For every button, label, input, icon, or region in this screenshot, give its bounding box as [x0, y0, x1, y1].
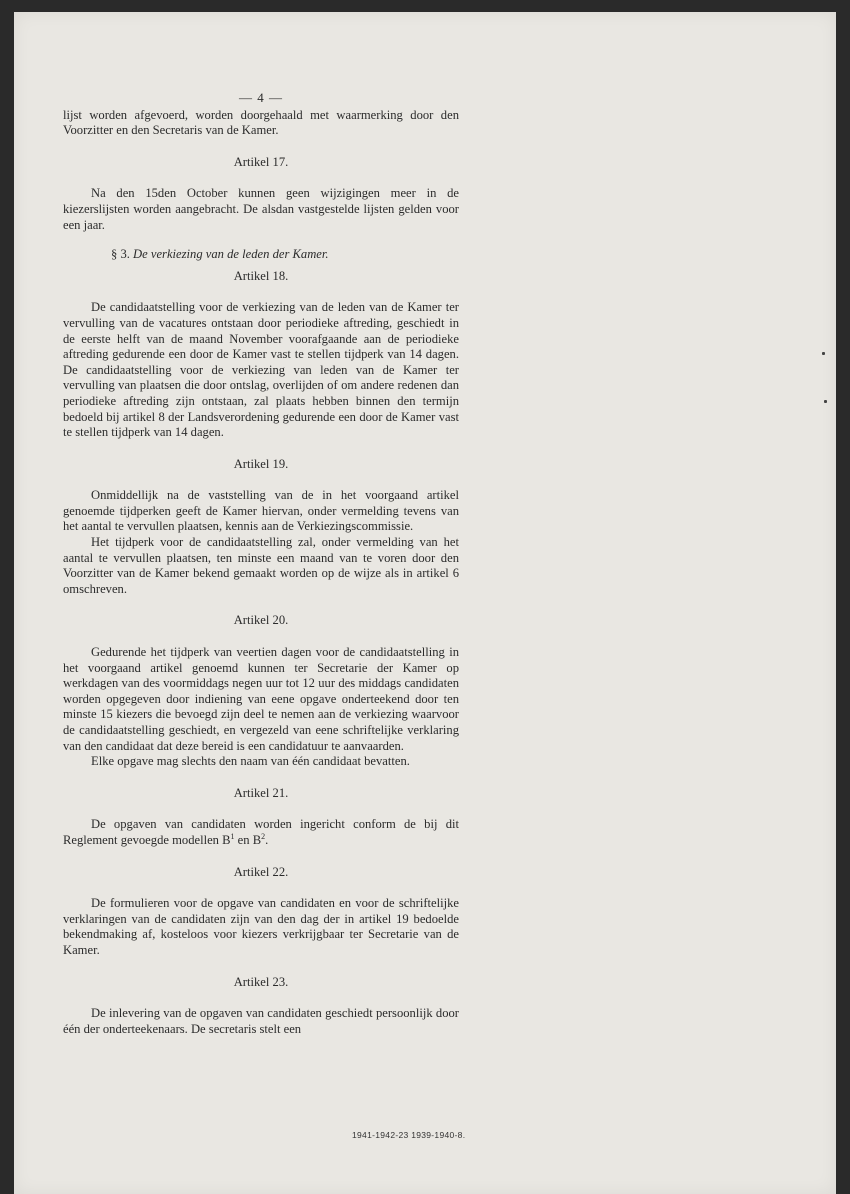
article-23-heading: Artikel 23. [233, 974, 289, 989]
article-18-heading: Artikel 18. [233, 268, 289, 283]
article-19-text-1: Onmiddellijk na de vaststelling van de in het voorgaand artikel genoemde tijdperken geeft de Kamer hiervan, onder vermelding tevens van het aantal te vervullen plaatsen, kennis aan de Verkiezingscommissie. [63, 488, 459, 534]
margin-mark [824, 400, 827, 403]
margin-mark [822, 352, 825, 355]
article-21-text [63, 817, 459, 848]
model-b1-sup: 1 [230, 831, 235, 841]
section-3-title: De verkiezing van de leden der Kamer. [133, 247, 329, 262]
paragraph-continued: lijst worden afgevoerd, worden doorgehaald met waarmerking door den Voorzitter en den Secretaris van de Kamer. [63, 107, 459, 138]
scan-border [836, 0, 850, 1194]
document-body [63, 90, 459, 1037]
footer-reference: 1941-1942-23 1939-1940-8. [352, 1130, 466, 1140]
section-3-heading [63, 247, 459, 263]
page-number: — 4 — [239, 90, 283, 105]
article-21-text-b: en B [234, 832, 262, 847]
article-17-heading: Artikel 17. [233, 154, 289, 169]
article-17-text: Na den 15den October kunnen geen wijzigingen meer in de kiezerslijsten worden aangebracht. De alsdan vastgestelde lijsten gelden voor een jaar. [63, 186, 459, 232]
article-22-text: De formulieren voor de opgave van candidaten en voor de schriftelijke verklaringen van de candidaten zijn van den dag der in artikel 19 bedoelde bekendmaking af, kosteloos voor kiezers verkrijgbaar ter Secretarie van de Kamer. [63, 896, 459, 957]
article-22-heading: Artikel 22. [233, 864, 289, 879]
article-20-heading: Artikel 20. [233, 613, 289, 628]
article-18-text: De candidaatstelling voor de verkiezing van de leden van de Kamer ter vervulling van de vacatures ontstaan door periodieke aftreding, geschiedt in de eerste helft van de maand November voorafgaande aan de periodieke aftreding gedurende een door de Kamer vast te stellen tijdperk van 14 dagen. De candidaatstelling voor de verkiezing van leden van de Kamer ter vervulling van plaatsen die door ontslag, overlijden of om andere redenen dan periodieke aftreding zijn ontstaan, zal plaats hebben binnen den termijn bedoeld bij artikel 8 der Landsverordening gedurende een door de Kamer vast te stellen tijdperk van 14 dagen. [63, 300, 459, 440]
article-21-heading: Artikel 21. [233, 785, 289, 800]
model-b2-sup: 2 [261, 831, 266, 841]
article-20-text-1: Gedurende het tijdperk van veertien dagen voor de candidaatstelling in het voorgaand artikel genoemd kunnen ter Secretarie der Kamer op werkdagen van des voormiddags negen uur tot 12 uur des middags candidaten worden opgegeven door indiening van eene opgave onderteekend door ten minste 15 kiezers die bevoegd zijn deel te nemen aan de verkiezing waarvoor de candidaatstelling geschiedt, en vergezeld van eene schriftelijke verklaring van den candidaat dat deze bereid is een candidatuur te aanvaarden. [63, 645, 459, 753]
section-3-prefix: § 3. [111, 247, 130, 262]
article-19-heading: Artikel 19. [233, 456, 289, 471]
article-19-text-2: Het tijdperk voor de candidaatstelling zal, onder vermelding van het aantal te vervullen plaatsen, ten minste een maand van te voren door den Voorzitter van de Kamer bekend gemaakt worden op de wijze als in artikel 6 omschreven. [63, 535, 459, 596]
article-20-text-2: Elke opgave mag slechts den naam van één candidaat bevatten. [91, 754, 410, 769]
article-23-text: De inlevering van de opgaven van candidaten geschiedt persoonlijk door één der onderteekenaars. De secretaris stelt een [63, 1006, 459, 1036]
article-21-text-c: . [265, 832, 269, 847]
article-21-text-a: De opgaven van candidaten worden ingericht conform de bij dit Reglement gevoegde modellen B [63, 817, 459, 847]
